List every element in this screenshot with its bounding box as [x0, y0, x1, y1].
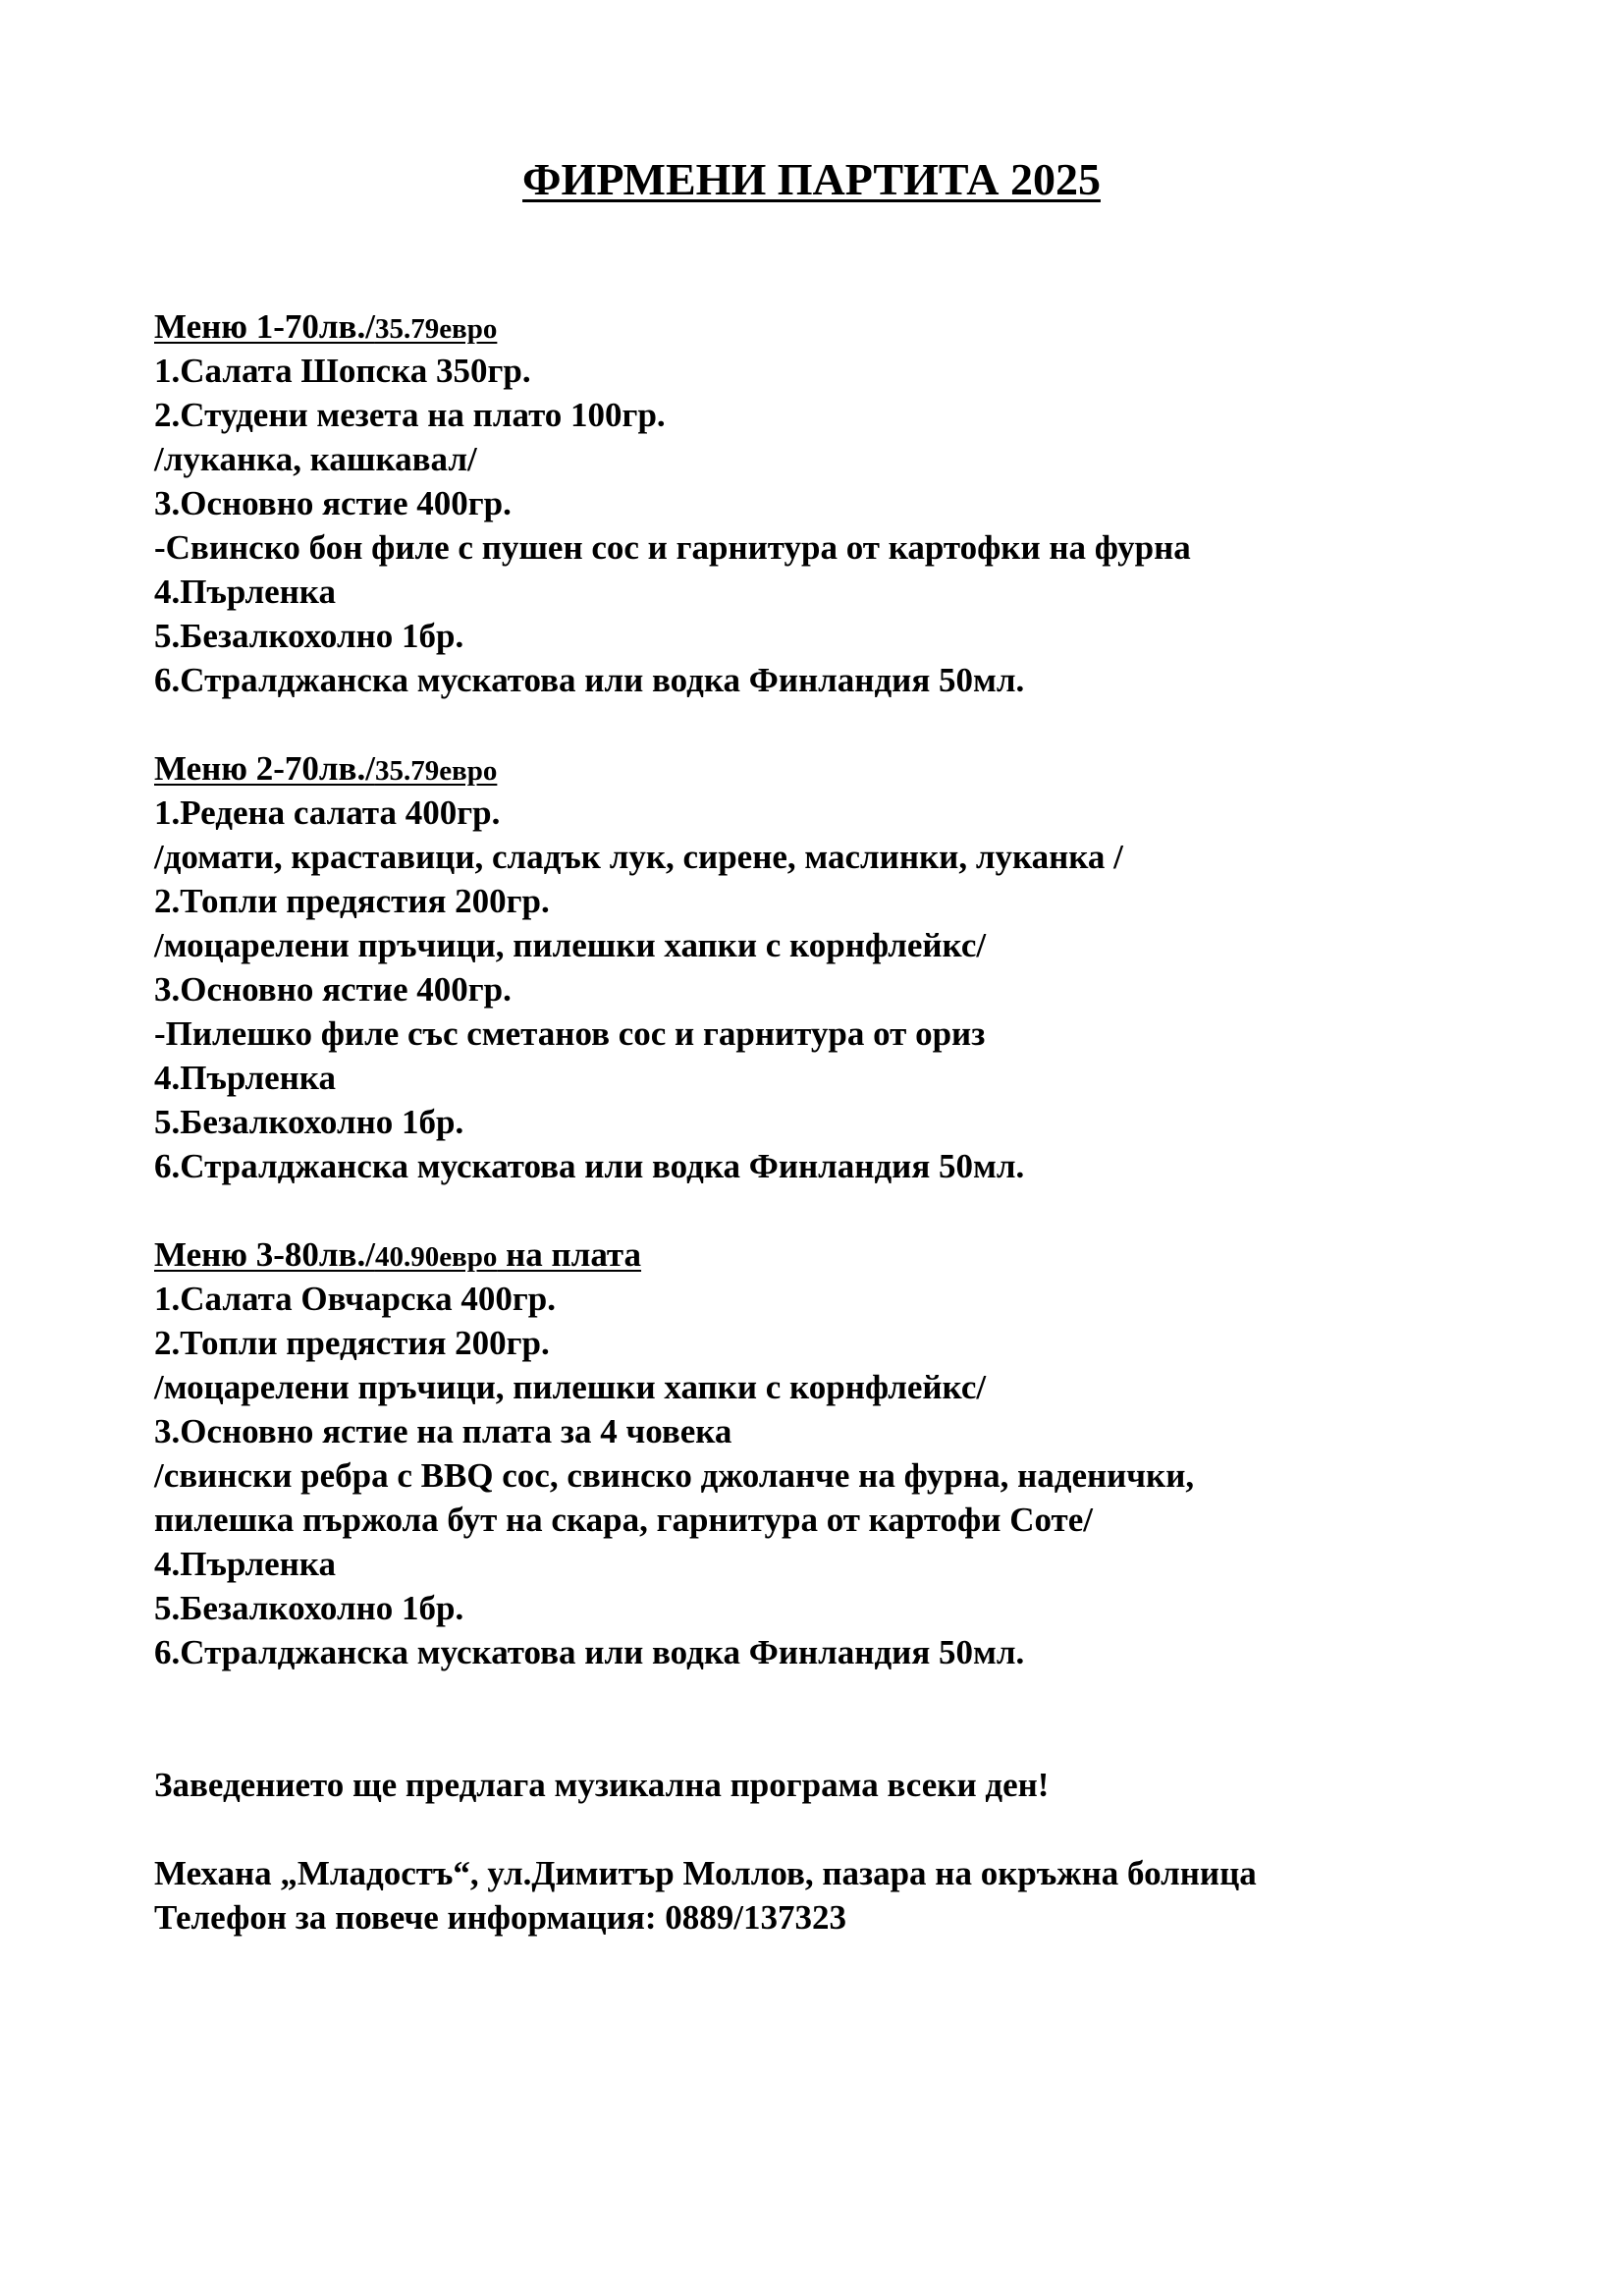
menu-section [154, 746, 1568, 1188]
menu-item: пилешка пържола бут на скара, гарнитура от картофи Соте/ [154, 1501, 1093, 1539]
menu-section [154, 1232, 1568, 1674]
music-note: Заведението ще предлага музикална програма всеки ден! [154, 1766, 1050, 1804]
menu-item: 1.Редена салата 400гр. [154, 793, 501, 832]
menu-item: 4.Пърленка [154, 1545, 336, 1583]
menu-item: /домати, краставици, сладък лук, сирене, маслинки, луканка / [154, 838, 1123, 876]
menu-item: 2.Студени мезета на плато 100гр. [154, 396, 666, 434]
menu-heading-price: 35.79евро [374, 755, 498, 787]
menu-heading-main: Меню 1-70лв./ [154, 307, 375, 346]
menu-heading-main: Меню 3-80лв./ [154, 1235, 375, 1274]
menu-item: /моцарелени пръчици, пилешки хапки с корнфлейкс/ [154, 926, 987, 964]
menu-item: -Свинско бон филе с пушен сос и гарнитура от картофки на фурна [154, 528, 1191, 567]
menu-heading-main: Меню 2-70лв./ [154, 749, 375, 788]
menu-item: 1.Салата Шопска 350гр. [154, 352, 531, 390]
menu-section [154, 304, 1568, 702]
menu-item: 6.Стралджанска мускатова или водка Финландия 50мл. [154, 1633, 1025, 1671]
menu-item: 3.Основно ястие на плата за 4 човека [154, 1412, 732, 1450]
spacer [154, 702, 1568, 746]
menu-item: 4.Пърленка [154, 573, 336, 611]
menu-heading [154, 304, 1568, 349]
spacer [154, 1188, 1568, 1232]
menu-item: -Пилешко филе със сметанов сос и гарнитура от ориз [154, 1014, 986, 1053]
menu-item: /луканка, кашкавал/ [154, 440, 477, 478]
menu-item: 6.Стралджанска мускатова или водка Финландия 50мл. [154, 1147, 1025, 1185]
menu-item: 6.Стралджанска мускатова или водка Финландия 50мл. [154, 661, 1025, 699]
menu-item: 1.Салата Овчарска 400гр. [154, 1280, 556, 1318]
menu-item: 2.Топли предястия 200гр. [154, 1324, 550, 1362]
menu-item: /моцарелени пръчици, пилешки хапки с корнфлейкс/ [154, 1368, 987, 1406]
menu-item: 3.Основно ястие 400гр. [154, 970, 512, 1009]
address-line: Механа „Младостъ“, ул.Димитър Моллов, пазара на окръжна болница [154, 1854, 1257, 1892]
menu-item: 5.Безалкохолно 1бр. [154, 1589, 464, 1627]
spacer [154, 1807, 1568, 1851]
menu-heading-price: 40.90евро [374, 1241, 498, 1273]
document-body [154, 304, 1568, 1940]
spacer [154, 1674, 1568, 1763]
menu-heading-price: 35.79евро [374, 313, 498, 345]
menu-item: 3.Основно ястие 400гр. [154, 484, 512, 522]
menu-item: 2.Топли предястия 200гр. [154, 882, 550, 920]
menu-heading [154, 746, 1568, 791]
menu-item: 5.Безалкохолно 1бр. [154, 617, 464, 655]
phone-line: Телефон за повече информация: 0889/137323 [154, 1898, 846, 1937]
menu-item: /свински ребра с BBQ сос, свинско джоланче на фурна, наденички, [154, 1456, 1195, 1495]
menu-heading [154, 1232, 1568, 1277]
footer-section [154, 1763, 1568, 1940]
menu-item: 5.Безалкохолно 1бр. [154, 1103, 464, 1141]
menu-heading-suffix: на плата [497, 1235, 642, 1274]
page-title: ФИРМЕНИ ПАРТИТА 2025 [522, 154, 1101, 204]
menu-item: 4.Пърленка [154, 1059, 336, 1097]
